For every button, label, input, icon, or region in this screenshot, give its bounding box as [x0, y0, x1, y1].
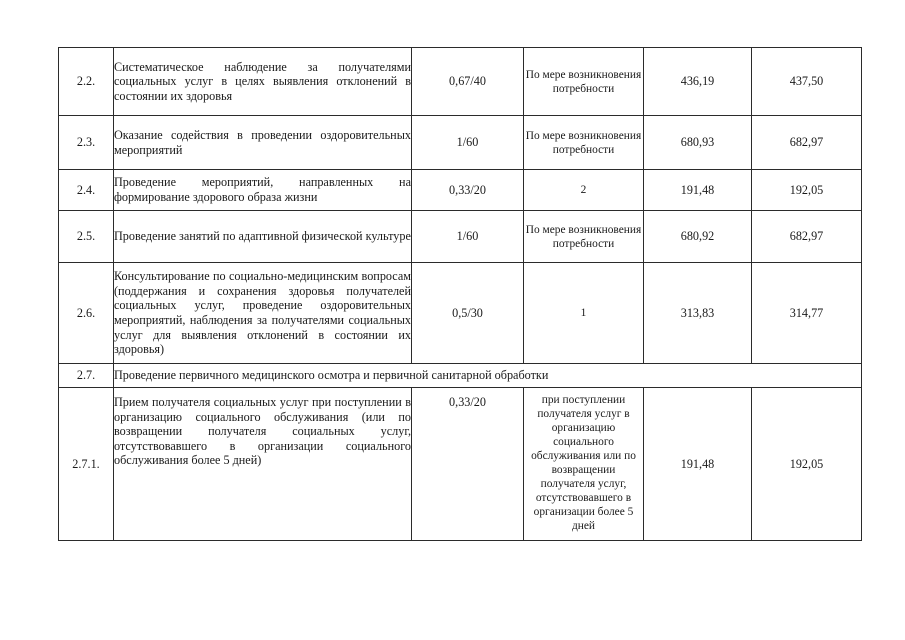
time-norm: 0,33/20 [412, 170, 524, 211]
tariff-value: 313,83 [644, 263, 752, 364]
time-norm: 0,33/20 [412, 388, 524, 541]
tariff-value-2: 192,05 [752, 388, 862, 541]
table-row [59, 170, 862, 211]
row-number: 2.3. [59, 116, 114, 170]
tariff-value-2: 682,97 [752, 116, 862, 170]
table-row [59, 116, 862, 170]
row-number: 2.7. [59, 364, 114, 388]
tariff-value-2: 314,77 [752, 263, 862, 364]
tariff-value: 191,48 [644, 170, 752, 211]
frequency: при поступлении получателя услуг в организацию социального обслуживания или по возвращении получателя услуг, отсутствовавшего в организации более 5 дней [524, 388, 644, 541]
time-norm: 0,5/30 [412, 263, 524, 364]
row-number: 2.2. [59, 48, 114, 116]
table-row [59, 48, 862, 116]
tariff-value-2: 437,50 [752, 48, 862, 116]
tariff-value: 436,19 [644, 48, 752, 116]
row-number: 2.7.1. [59, 388, 114, 541]
section-row [59, 364, 862, 388]
service-description: Оказание содействия в проведении оздоровительных мероприятий [114, 116, 412, 170]
tariff-value-2: 192,05 [752, 170, 862, 211]
row-number: 2.4. [59, 170, 114, 211]
frequency: По мере возникновения потребности [524, 211, 644, 263]
service-description: Проведение мероприятий, направленных на формирование здорового образа жизни [114, 170, 412, 211]
table-row [59, 211, 862, 263]
time-norm: 1/60 [412, 211, 524, 263]
row-number: 2.5. [59, 211, 114, 263]
services-table [58, 47, 862, 541]
tariff-value-2: 682,97 [752, 211, 862, 263]
tariff-value: 191,48 [644, 388, 752, 541]
tariff-value: 680,92 [644, 211, 752, 263]
time-norm: 1/60 [412, 116, 524, 170]
frequency: 1 [524, 263, 644, 364]
table-row [59, 263, 862, 364]
tariff-value: 680,93 [644, 116, 752, 170]
row-number: 2.6. [59, 263, 114, 364]
frequency: 2 [524, 170, 644, 211]
frequency: По мере возникновения потребности [524, 48, 644, 116]
service-description: Прием получателя социальных услуг при поступлении в организацию социального обслуживания (или по возвращении получателя социальных услуг, отсутствовавшего в организации социального обслуживания более 5 дней) [114, 388, 412, 541]
service-description: Проведение занятий по адаптивной физической культуре [114, 211, 412, 263]
service-description: Консультирование по социально-медицинским вопросам (поддержания и сохранения здоровья получателей социальных услуг, проведение оздоровительных мероприятий, наблюдения за получателями социальных услуг для выявления отклонений в состоянии их здоровья) [114, 263, 412, 364]
time-norm: 0,67/40 [412, 48, 524, 116]
section-title: Проведение первичного медицинского осмотра и первичной санитарной обработки [114, 364, 862, 388]
table-row [59, 388, 862, 541]
service-description: Систематическое наблюдение за получателями социальных услуг в целях выявления отклонений в состоянии их здоровья [114, 48, 412, 116]
frequency: По мере возникновения потребности [524, 116, 644, 170]
